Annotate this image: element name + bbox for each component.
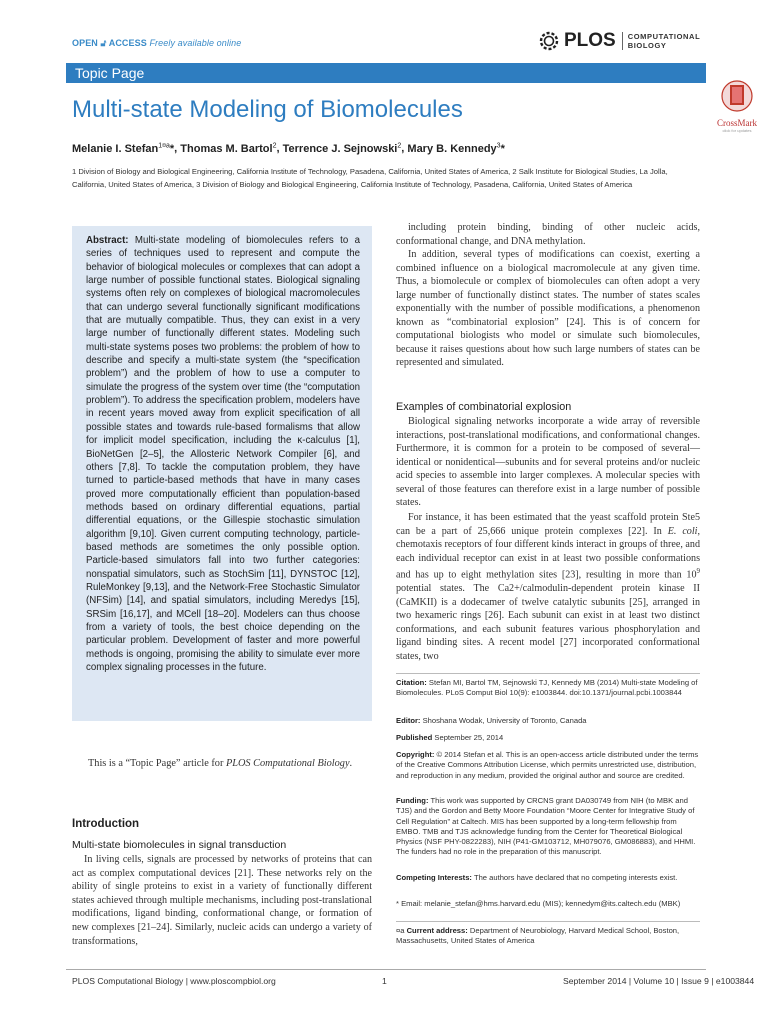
section-label: Topic Page bbox=[75, 65, 145, 81]
current-address: ¤a Current address: Department of Neurobiology, Harvard Medical School, Boston, Massachusetts, United States of America bbox=[396, 926, 680, 946]
journal-title: PLOS Computational Biology bbox=[225, 758, 350, 769]
body-paragraph: For instance, it has been estimated that the yeast scaffold protein Ste5 can be a part of 25,666 unique protein complexes [22]. In E. coli, chemotaxis receptors of four different kinds interact in groups of three, and each individual receptor can exist in at least two possible conformations and has up to eight methylation sites [23], resulting in more than $10^9$ potential states. The Ca2+/calmodulin-dependent protein kinase II (CaMKII) is a dodecamer of twelve catalytic subunits [25], arranged in two hexameric rings [26]. Each subunit can exist in at least two distinct conformations, and each subunit features various phosphorylation and ligand binding sites. A recent model [27] incorporated conformational states, two bbox=[396, 512, 700, 662]
subheading-examples: Examples of combinatorial explosion bbox=[396, 401, 572, 413]
author[interactable]: Melanie I. Stefan$^{1¤a}$* bbox=[72, 142, 175, 155]
body-paragraph: including protein binding, binding of other nucleic acids, conformational change, and DNA methylation. bbox=[396, 222, 700, 247]
plos-wordmark: PLOS bbox=[564, 30, 616, 51]
abstract bbox=[86, 234, 360, 674]
abstract-box bbox=[72, 226, 372, 721]
section-heading-introduction: Introduction bbox=[72, 818, 140, 830]
divider bbox=[396, 921, 700, 922]
article-title: Multi-state Modeling of Biomolecules bbox=[72, 96, 463, 123]
funding: Funding: This work was supported by CRCNS grant DA030749 from NIH (to MBK and TJS) and the Gordon and Betty Moore Foundation “Moore Center for Integrative Study of Cell Regulation” at Caltech. MIS has been supported by a long-term fellowship from EMBO. TMB and TJS acknowledge funding from the Center for Theoretical Biological Physics (NSF PHY-0822283), NIH (P41-GM103712, MH079076, GM086883), and HHMI. The funders had no role in the preparation of this manuscript. bbox=[396, 796, 696, 857]
page-number: 1 bbox=[382, 976, 387, 986]
open-access-banner: OPEN 🔓︎ ACCESS Freely available online bbox=[72, 38, 242, 48]
author[interactable]: Mary B. Kennedy$^3$* bbox=[407, 142, 505, 155]
plos-logo[interactable] bbox=[538, 28, 700, 54]
citation: Citation: Stefan MI, Bartol TM, Sejnowski TJ, Kennedy MB (2014) Multi-state Modeling of Biomolecules. PLoS Comput Biol 10(9): e1003844. doi:10.1371/journal.pcbi.1003844 bbox=[396, 678, 698, 698]
competing-interests: Competing Interests: The authors have declared that no competing interests exist. bbox=[396, 873, 678, 882]
divider bbox=[396, 673, 700, 674]
open-access-lock-icon: 🔓︎ bbox=[100, 38, 107, 48]
crossmark-icon bbox=[717, 80, 757, 112]
footer-issue: September 2014 | Volume 10 | Issue 9 | e1003844 bbox=[563, 976, 755, 986]
body-paragraph: In addition, several types of modifications can coexist, exerting a combined influence on a biological macromolecule at any given time. Thus, a biomolecule or complex of biomolecules can often adopt a very large number of functionally distinct states. The number of states scales exponentially with the number of possible modifications, a phenomenon known as “combinatorial explosion” [24]. This is of concern for computational biologists who model or simulate such biomolecules, because it raises questions about how such large numbers of states can be represented and simulated. bbox=[396, 249, 700, 369]
author-list: Melanie I. Stefan$^{1¤a}$*, Thomas M. Bartol$^2$, Terrence J. Sejnowski$^2$, Mary B. Kennedy$^3$* bbox=[72, 142, 505, 155]
affiliations: 1 Division of Biology and Biological Engineering, California Institute of Technology, Pasadena, California, United States of America, 2 Salk Institute for Biological Studies, La Jolla, California, United States of America, 3 Division of Biology and Biological Engineering, California Institute of Technology, Pasadena, California, United States of America bbox=[72, 167, 668, 189]
plos-gear-icon bbox=[538, 30, 560, 52]
abstract-label: Abstract: bbox=[86, 235, 129, 246]
crossmark-badge[interactable] bbox=[710, 80, 764, 133]
body-paragraph: Biological signaling networks incorporate a wide array of reversible interactions, post-translational modifications, and conformational changes. Furthermore, it is common for a protein to be composed of several—identical or nonidentical—subunits and for several proteins and/or nucleic acid species to assemble into larger complexes. A molecular species with several of those features can therefore exist in a large number of possible states. bbox=[396, 416, 700, 509]
author[interactable]: Thomas M. Bartol$^2$ bbox=[180, 142, 277, 155]
section-bar bbox=[66, 63, 706, 83]
crossmark-label: CrossMark bbox=[717, 118, 757, 128]
corresponding-email[interactable]: * Email: melanie_stefan@hms.harvard.edu (MIS); kennedym@its.caltech.edu (MBK) bbox=[396, 899, 681, 908]
footer-divider bbox=[66, 969, 706, 970]
abstract-text: Multi-state modeling of biomolecules refers to a series of techniques used to represent and compute the behavior of biological molecules or complexes that can adopt a large number of possible functional states. Biological signaling systems often rely on complexes of biological macromolecules that can undergo several functionally significant modifications that are mutually compatible. Thus, they can exist in a very large number of functionally different states. Modeling such multi-state systems poses two problems: the problem of how to describe and specify a multi-state system (the “specification problem”) and the problem of how to use a computer to simulate the progress of the system over time (the “computation problem”). To address the specification problem, modelers have in recent years moved away from explicit specification of all possible states and towards rule-based formalisms that allow for implicit model specification, including the κ-calculus [1], BioNetGen [2–5], the Allosteric Network Compiler [6], and others [7,8]. To tackle the computation problem, they have turned to particle-based methods that have in many cases proved more computationally efficient than population-based methods based on ordinary differential equations, partial differential equations, or the Gillespie stochastic simulation algorithm [9,10]. Given current computing technology, particle-based methods are sometimes the only possible option. Particle-based simulators fall into two further categories: nonspatial simulators, such as StochSim [11], DYNSTOC [12], RuleMonkey [9,13], and the Network-Free Stochastic Simulator (NFSim) [14], and spatial simulators, including Meredys [15], SRSim [16,17], and MCell [18–20]. Modelers can thus choose from a variety of tools, the best choice depending on the particular problem. Development of faster and more powerful methods is ongoing, promising the ability to simulate ever more complex signaling processes in the future. bbox=[86, 235, 360, 673]
copyright: Copyright: © 2014 Stefan et al. This is an open-access article distributed under the terms of the Creative Commons Attribution License, which permits unrestricted use, distribution, and reproduction in any medium, provided the original author and source are credited. bbox=[396, 750, 699, 780]
topic-page-note: This is a “Topic Page” article for PLOS Computational Biology. bbox=[88, 758, 353, 769]
intro-paragraph: In living cells, signals are processed by networks of proteins that can act as complex computational devices [21]. These networks rely on the ability of single proteins to exist in a variety of functionally different states achieved through multiple mechanisms, including post-translational modifications, ligand binding, conformational change, or formation of new complexes [21–24]. Similarly, nucleic acids can undergo a variety of transformations, bbox=[72, 854, 372, 947]
journal-name: COMPUTATIONAL BIOLOGY bbox=[622, 32, 701, 50]
footer-journal[interactable]: PLOS Computational Biology | www.ploscompbiol.org bbox=[72, 976, 276, 986]
crossmark-sub: click for updates bbox=[722, 128, 752, 133]
author[interactable]: Terrence J. Sejnowski$^2$ bbox=[282, 142, 402, 155]
published-date: Published September 25, 2014 bbox=[396, 733, 504, 742]
subheading-multi-state: Multi-state biomolecules in signal transduction bbox=[72, 839, 287, 851]
editor: Editor: Shoshana Wodak, University of Toronto, Canada bbox=[396, 716, 587, 725]
